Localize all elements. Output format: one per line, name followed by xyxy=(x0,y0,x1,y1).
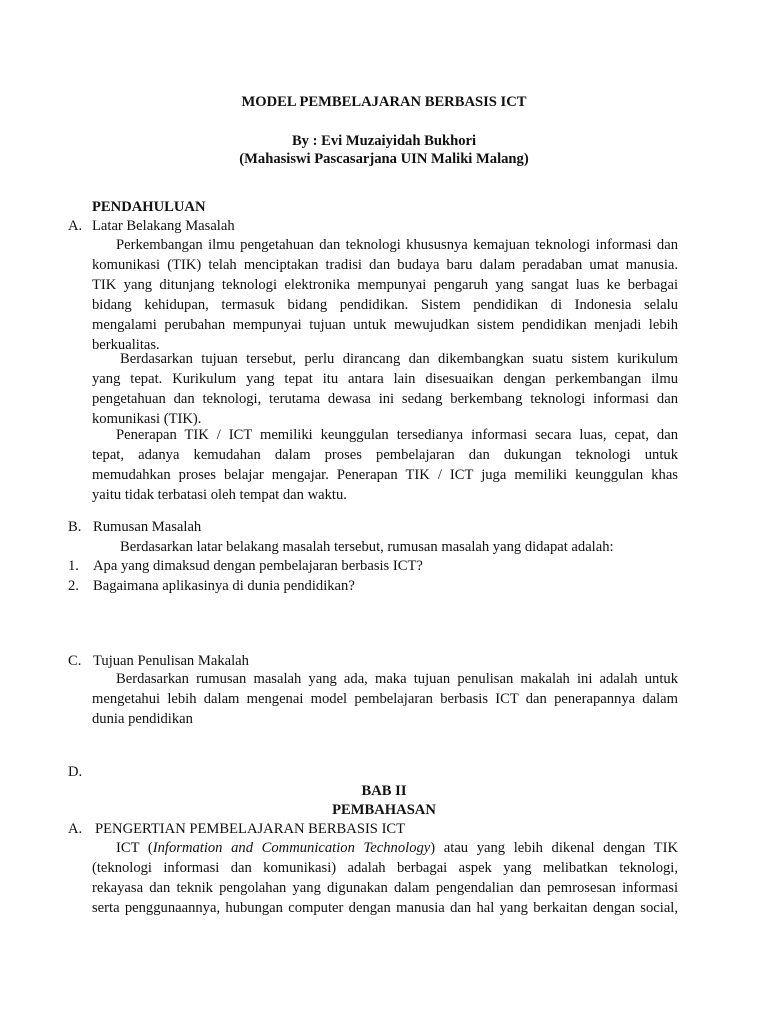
author-line: By : Evi Muzaiyidah Bukhori xyxy=(291,133,477,149)
section-a-marker: A. xyxy=(68,218,83,234)
chapter-title: PEMBAHASAN xyxy=(332,802,436,818)
section-b-marker: B. xyxy=(68,519,82,535)
section-a-title: Latar Belakang Masalah xyxy=(92,218,235,234)
paragraph-line: yang tepat. Kurikulum yang tepat itu antara lain disesuaikan dengan perkembangan ilmu xyxy=(92,371,678,387)
paragraph-latar-belakang-2 xyxy=(92,349,678,429)
paragraph-line: komunikasi (TIK) telah menciptakan tradisi dan budaya baru dalam peradaban umat manusia. xyxy=(92,257,678,273)
section-heading-pendahuluan: PENDAHULUAN xyxy=(92,199,206,215)
list-item-marker: 1. xyxy=(68,558,79,574)
paragraph-line: pengetahuan dan teknologi, terutama dewasa ini sedang berkembang teknologi informasi dan xyxy=(92,391,678,407)
paragraph-line: mengetahui lebih dalam mengenai model pembelajaran berbasis ICT dan penerapannya dalam xyxy=(92,691,678,707)
ict-expansion: Information and Communication Technology xyxy=(152,840,431,856)
paragraph-line: dunia pendidikan xyxy=(92,711,193,727)
list-item-marker: 2. xyxy=(68,578,79,594)
section-c-title: Tujuan Penulisan Makalah xyxy=(93,653,249,669)
paragraph-line: Berdasarkan rumusan masalah yang ada, maka tujuan penulisan makalah ini adalah untuk xyxy=(116,671,678,687)
affiliation-line: (Mahasiswi Pascasarjana UIN Maliki Malang) xyxy=(239,151,529,167)
paragraph-line: Penerapan TIK / ICT memiliki keunggulan tersedianya informasi secara luas, cepat, dan xyxy=(116,427,678,443)
section-c-marker: C. xyxy=(68,653,82,669)
section-a2-title: PENGERTIAN PEMBELAJARAN BERBASIS ICT xyxy=(95,821,406,837)
paragraph-line: serta penggunaannya, hubungan computer dengan manusia dan hal yang berkaitan dengan social, xyxy=(92,900,678,916)
section-b-title: Rumusan Masalah xyxy=(93,519,202,535)
paragraph-line: rekayasa dan teknik pengolahan yang digunakan dalam pengendalian dan pemrosesan informasi xyxy=(92,880,678,896)
paragraph-line: Berdasarkan tujuan tersebut, perlu dirancang dan dikembangkan suatu sistem kurikulum xyxy=(120,351,678,367)
list-item: Bagaimana aplikasinya di dunia pendidikan? xyxy=(93,578,355,594)
paragraph-line: bidang kehidupan, termasuk bidang pendidikan. Sistem pendidikan di Indonesia selalu xyxy=(92,297,678,313)
document-title: MODEL PEMBELAJARAN BERBASIS ICT xyxy=(241,94,527,110)
paragraph-line: TIK yang ditunjang teknologi elektronika mempunyai pengaruh yang sangat luas ke berbagai xyxy=(92,277,678,293)
paragraph-latar-belakang-1 xyxy=(92,235,678,355)
paragraph-latar-belakang-3 xyxy=(92,425,678,505)
paragraph-line: mengalami perubahan mempunyai tujuan untuk mewujudkan sistem pendidikan menjadi lebih xyxy=(92,317,678,333)
paragraph-line: Perkembangan ilmu pengetahuan dan teknologi khususnya kemajuan teknologi informasi dan xyxy=(116,237,678,253)
paragraph-line: memudahkan proses belajar mengajar. Penerapan TIK / ICT juga memiliki keunggulan khas xyxy=(92,467,678,483)
paragraph-tujuan xyxy=(92,669,678,729)
ict-suffix: ) atau yang lebih dikenal dengan TIK xyxy=(430,840,678,856)
paragraph-line: (teknologi informasi dan komunikasi) adalah berbagai aspek yang melibatkan teknologi, xyxy=(92,860,678,876)
chapter-label: BAB II xyxy=(361,783,407,799)
paragraph-line: berkualitas. xyxy=(92,337,160,353)
paragraph-line: yaitu tidak terbatasi oleh tempat dan waktu. xyxy=(92,487,347,503)
paragraph-line xyxy=(92,838,678,858)
section-a2-marker: A. xyxy=(68,821,83,837)
section-d-marker: D. xyxy=(68,764,83,780)
paragraph-pengertian-ict xyxy=(92,838,678,918)
paragraph-line: komunikasi (TIK). xyxy=(92,411,202,427)
list-item: Apa yang dimaksud dengan pembelajaran berbasis ICT? xyxy=(93,558,423,574)
paragraph-rumusan: Berdasarkan latar belakang masalah tersebut, rumusan masalah yang didapat adalah: xyxy=(120,539,614,555)
ict-prefix: ICT ( xyxy=(116,840,153,856)
paragraph-line: tepat, adanya kemudahan dalam proses pembelajaran dan dukungan teknologi untuk xyxy=(92,447,678,463)
